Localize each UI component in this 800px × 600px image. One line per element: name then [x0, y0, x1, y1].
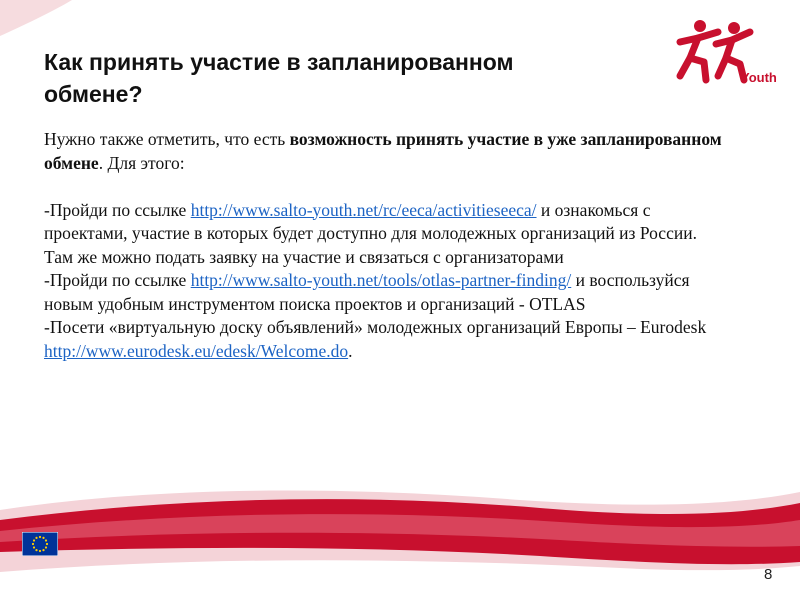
list-item: [44, 269, 724, 316]
logo-label: Youth: [741, 70, 777, 85]
list-item: [44, 316, 724, 363]
item-text: -Посети «виртуальную доску объявлений» молодежных организаций Европы – Eurodesk: [44, 317, 707, 337]
eurodesk-link[interactable]: http://www.eurodesk.eu/edesk/Welcome.do: [44, 340, 349, 361]
slide-title: Как принять участие в запланированном обмене?: [44, 49, 514, 107]
intro-bold-text: возможность принять участие в уже запланированном обмене: [44, 129, 722, 173]
item-text-end: .: [348, 340, 353, 361]
list-item: [44, 199, 724, 270]
slide-body: [44, 128, 724, 363]
intro-text: Нужно также отметить, что есть: [44, 129, 290, 149]
item-text: -Пройди по ссылке: [44, 270, 191, 290]
otlas-link[interactable]: http://www.salto-youth.net/tools/otlas-partner-finding/: [190, 270, 572, 290]
item-text: -Пройди по ссылке: [44, 199, 191, 220]
item-text-end: и ознакомься с проектами, участие в которых будет доступно для молодежных организаций из России. Там же можно подать заявку на участие и связаться с организаторами: [44, 199, 697, 267]
item-text-end: и воспользуйся новым удобным инструментом поиска проектов и организаций - OTLAS: [44, 270, 690, 314]
spacer: [44, 175, 724, 199]
intro-text-end: . Для этого:: [98, 152, 185, 173]
salto-eeca-link[interactable]: http://www.salto-youth.net/rc/eeca/activitieseeca/: [190, 199, 537, 220]
page-number: 8: [764, 566, 773, 583]
eu-flag-icon: [22, 532, 58, 556]
intro-paragraph: [44, 128, 724, 175]
